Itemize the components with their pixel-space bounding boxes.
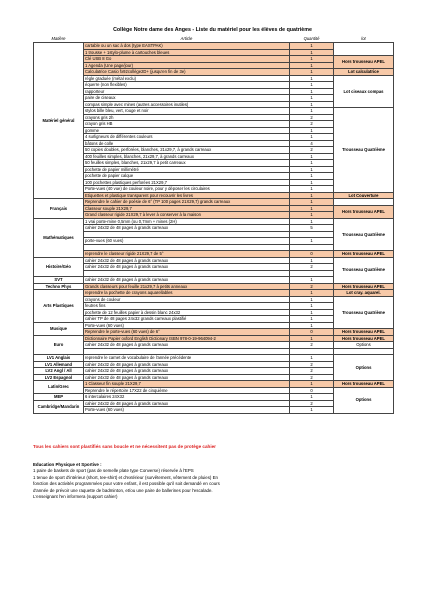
subject-cell: Histoire/Géo (34, 257, 84, 277)
quantity-cell: 1 (290, 381, 334, 388)
quantity-cell: 1 (290, 257, 334, 264)
lot-cell: Options (334, 355, 394, 381)
subject-cell: LV2 Angl / All (34, 368, 84, 375)
quantity-cell: 1 (290, 134, 334, 141)
article-cell: cahier 24x32 de 48 pages à grands carreaux (84, 342, 290, 349)
subject-cell: LV1 Anglais (34, 355, 84, 362)
quantity-cell: 1 (290, 88, 334, 95)
lot-cell: Hors trousseau APEL (334, 283, 394, 290)
article-cell: stylos bille bleu, vert, rouge et noir (84, 108, 290, 115)
quantity-cell: 1 (290, 277, 334, 284)
quantity-cell: 1 (290, 75, 334, 82)
header-article: Article (180, 36, 193, 42)
article-cell: cahier 24x32 de 48 pages à grands carreaux (84, 257, 290, 264)
subject-cell: Français (34, 199, 84, 219)
subject-cell: MEP (34, 394, 84, 401)
lot-cell: Hors trousseau APEL (334, 381, 394, 388)
quantity-cell: 1 (290, 192, 334, 199)
article-cell: règle graduée (métal exclu) (84, 75, 290, 82)
quantity-cell: 1 (290, 218, 334, 225)
lot-cell: Lot Couverture (334, 192, 394, 199)
quantity-cell: 1 (290, 108, 334, 115)
quantity-cell: 2 (290, 283, 334, 290)
quantity-cell: 1 (290, 394, 334, 401)
quantity-cell: 1 (290, 166, 334, 173)
quantity-cell: 1 (290, 322, 334, 329)
quantity-cell: 1 (290, 316, 334, 323)
article-cell: équerre (non flexibles) (84, 82, 290, 89)
header-lot: lot (361, 36, 366, 42)
plastic-note: Tous les cahiers sont plastifiés sans boucle et ne nécessitent pas de protège cahier (33, 444, 216, 449)
article-cell: Grands classeurs pour feuille 21x29,7 à petits anneaux (84, 283, 290, 290)
quantity-cell: 0 (290, 387, 334, 394)
quantity-cell: 1 (290, 290, 334, 297)
quantity-cell: 1 (290, 212, 334, 219)
quantity-cell: 1 (290, 335, 334, 342)
header-quantite: Quantité (303, 36, 320, 42)
article-cell: crayons gris 2h (84, 114, 290, 121)
article-cell: cahier 24x32 de 48 pages à grands carreaux (84, 400, 290, 407)
subject-cell: Latin/Grec (34, 381, 84, 394)
quantity-cell: 1 (290, 407, 334, 414)
subject-cell: Musique (34, 322, 84, 335)
quantity-cell: 2 (290, 374, 334, 381)
article-cell: 6 intercalaires 24X32 (84, 394, 290, 401)
article-cell: pochette de papier millimétré (84, 166, 290, 173)
quantity-cell: 2 (290, 400, 334, 407)
article-cell: Calculatrice Casio fx92collège2D+ (jusqu'en fin de 3e) (84, 69, 290, 76)
quantity-cell: 2 (290, 368, 334, 375)
quantity-cell: 1 (290, 238, 334, 245)
quantity-cell: 1 (290, 56, 334, 63)
article-cell: cahier 24x32 de 48 pages à grands carreaux (84, 374, 290, 381)
quantity-cell: 1 (290, 186, 334, 193)
quantity-cell: 1 (290, 205, 334, 212)
quantity-cell: 1 (290, 309, 334, 316)
subject-cell: Techno Phys (34, 283, 84, 290)
lot-cell: Hors trousseau APEL (334, 205, 394, 218)
article-cell: cahier 24x32 de 48 pages à grands carreaux (84, 368, 290, 375)
eps-lines (33, 468, 283, 500)
article-cell: Porte-vues (60 vues) (84, 407, 290, 414)
article-cell: Clé USB 8 Go (84, 56, 290, 63)
article-cell: Reprendre le répertoire 17X22 de cinquième (84, 387, 290, 394)
lot-cell: Trousseau Quatrième (334, 296, 394, 329)
article-cell: cahier 24x32 de 48 pages à grands carreaux (84, 277, 290, 284)
eps-heading: Education Physique et Sportive : (33, 462, 102, 467)
lot-cell: Trousseau Quatrième (334, 108, 394, 193)
quantity-cell: 1 (290, 69, 334, 76)
article-cell: 400 feuilles simples, blanches, 21x29,7, à grands carreaux (84, 153, 290, 160)
quantity-cell: 5 (290, 225, 334, 232)
article-cell: crayon gris HB (84, 121, 290, 128)
article-cell: crayons de couleur (84, 296, 290, 303)
article-cell: reprendre le classeur rigide 21X29,7 de 5° (84, 251, 290, 258)
lot-cell: Hors trousseau APEL (334, 335, 394, 342)
subject-cell: LV1 Allemand (34, 361, 84, 368)
quantity-cell: 1 (290, 127, 334, 134)
quantity-cell: 1 (290, 199, 334, 206)
quantity-cell: 0 (290, 251, 334, 258)
eps-line: L'enseignant l'en informera (support cahier) (33, 494, 118, 500)
article-cell: 1 trousse + 1stylo-plume à cartouches bleues (84, 49, 290, 56)
quantity-cell: 2 (290, 342, 334, 349)
quantity-cell: 1 (290, 43, 334, 50)
quantity-cell: 1 (290, 355, 334, 362)
quantity-cell: 1 (290, 179, 334, 186)
article-cell: Etiquettes et plastique transparent pour recouvrir les livres (84, 192, 290, 199)
subject-cell: SVT (34, 277, 84, 284)
article-cell: rapporteur (84, 88, 290, 95)
eps-line: d'année de prévoir une raquette de badminton, et/ou une paire de ballerines pour l'escalade. (33, 487, 213, 493)
header-matiere: Matière (51, 36, 66, 42)
table-body (34, 43, 394, 414)
quantity-cell: 1 (290, 173, 334, 180)
lot-cell: Trousseau Quatrième (334, 218, 394, 251)
article-cell: 1 Classeur fin souple 21X29,7 (84, 381, 290, 388)
article-cell: feutres fins (84, 303, 290, 310)
eps-line: fonction des activités programmées pour votre enfant, il est possible qu'il soit demandé en cours (33, 481, 220, 487)
article-cell: paire de ciseaux (84, 95, 290, 102)
lot-cell: Lot cray. aquarel. (334, 290, 394, 297)
article-cell: Reprendre le cahier de poésie de 6° (TP 100 pages 21X29,7) grands carreaux (84, 199, 290, 206)
article-cell: bâtons de colle (84, 140, 290, 147)
lot-cell: Options (334, 387, 394, 413)
article-cell: 50 copies doubles, perforées, blanches, 21x29,7, à grands carreaux (84, 147, 290, 154)
subject-cell: Euro (34, 335, 84, 355)
lot-cell: Lot calculatrice (334, 69, 394, 76)
article-cell: gomme (84, 127, 290, 134)
article-cell: Porte-vues (60 vues) (84, 322, 290, 329)
quantity-cell: 1 (290, 95, 334, 102)
article-cell: cartable ou un sac à dos (type EASTPAK) (84, 43, 290, 50)
lot-cell (334, 43, 394, 56)
article-cell: compas simple avec mines (autres accessoires inutiles) (84, 101, 290, 108)
article-cell: 4 surligneurs de différentes couleurs (84, 134, 290, 141)
quantity-cell: 2 (290, 361, 334, 368)
quantity-cell: 1 (290, 82, 334, 89)
article-cell: 100 pochettes plastiques perforées 21X29,7 (84, 179, 290, 186)
article-cell: pochette de papier calque (84, 173, 290, 180)
lot-cell: Hors trousseau APEL (334, 56, 394, 69)
article-cell: 1 vrai porte-mine 0,5mm (ou 0,7mm + mines (2H) (84, 218, 290, 225)
lot-cell: Options (334, 342, 394, 349)
lot-cell: Hors trousseau APEL (334, 251, 394, 258)
article-cell: 50 feuilles simples, blanches, 21x29,7 à petit carreaux (84, 160, 290, 167)
article-cell: porte-vues (60 vues) (84, 238, 290, 245)
quantity-cell: 2 (290, 264, 334, 271)
lot-cell: Trousseau Quatrième (334, 257, 394, 283)
subject-cell: Arts Plastiques (34, 290, 84, 323)
subject-cell: Mathématiques (34, 218, 84, 257)
quantity-cell: 2 (290, 121, 334, 128)
eps-line: 1 tenue de sport d'intérieur (short, tee-shirt) et d'extérieur (survêtement, vêtement de pluies) En (33, 474, 218, 480)
quantity-cell: 1 (290, 62, 334, 69)
subject-cell: Matériel général (34, 43, 84, 199)
quantity-cell: 1 (290, 303, 334, 310)
article-cell: Reprendre le porte-vues (60 vues) de 6° (84, 329, 290, 336)
subject-cell: LV2 Espagnol (34, 374, 84, 381)
lot-cell: Lot ciseaux compas (334, 75, 394, 108)
quantity-cell: 2 (290, 147, 334, 154)
article-cell: Dictionnaire Papier oxford English Dictionary ISBN 978-0-19-964094-2 (84, 335, 290, 342)
quantity-cell: 1 (290, 153, 334, 160)
article-cell: cahier 24x32 de 48 pages à grands carreaux (84, 264, 290, 271)
article-cell: reprendre le carnet de vocabulaire de l'année précédente (84, 355, 290, 362)
article-cell: cahier 24x32 de 48 pages à grands carreaux (84, 225, 290, 232)
quantity-cell: 0 (290, 329, 334, 336)
subject-cell: Cambridge/Mandarin (34, 400, 84, 413)
article-cell: cahier 24x32 de 48 pages à grands carreaux (84, 361, 290, 368)
eps-section (33, 462, 283, 500)
article-cell: Classeur souple 21X29,7 (84, 205, 290, 212)
article-cell: reprendre la pochette de crayons aquarellables (84, 290, 290, 297)
quantity-cell: 1 (290, 160, 334, 167)
eps-line: 1 paire de baskets de sport (pas de semelle plate type Converse) réservée à l'EPS (33, 468, 194, 474)
article-cell: pochette de 12 feuilles papier à dessin blanc 24x32 (84, 309, 290, 316)
page-title: Collège Notre dame des Anges - Liste du matériel pour les élèves de quatrième (113, 27, 312, 33)
article-cell: Grand classeur rigide 21X29,7 à lever à conserver à la maison (84, 212, 290, 219)
article-cell: Porte-vues (40 vue) de couleur noire, pour y déposer les circulaires (84, 186, 290, 193)
quantity-cell: 4 (290, 140, 334, 147)
quantity-cell: 1 (290, 296, 334, 303)
lot-cell: Hors trousseau APEL (334, 329, 394, 336)
quantity-cell: 2 (290, 114, 334, 121)
article-cell: 1 Agenda (Une page/jour) (84, 62, 290, 69)
quantity-cell: 1 (290, 49, 334, 56)
quantity-cell: 1 (290, 101, 334, 108)
article-cell: cahier TP de 48 pages 24x32 grands carreaux plastifié (84, 316, 290, 323)
supply-table (33, 36, 394, 414)
